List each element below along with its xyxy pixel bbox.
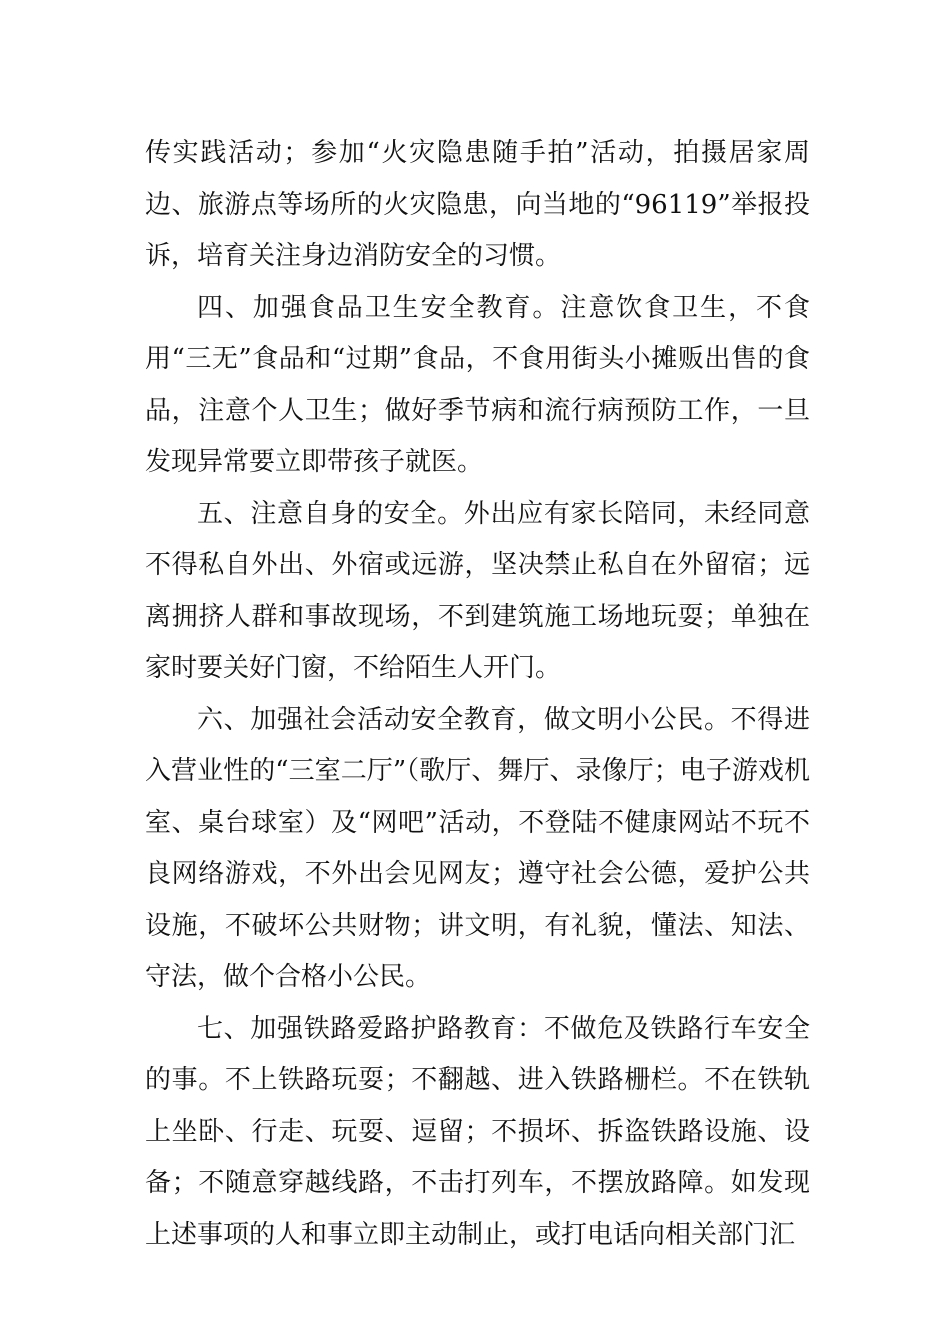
paragraph-food-safety: 四、加强食品卫生安全教育。注意饮食卫生，不食用“三无”食品和“过期”食品，不食用街头小摊贩出售的食品，注意个人卫生；做好季节病和流行病预防工作，一旦发现异常要立即带孩子就医。 [145, 292, 810, 477]
paragraph-personal-safety: 五、注意自身的安全。外出应有家长陪同，未经同意不得私自外出、外宿或远游，坚决禁止私自在外留宿；远离拥挤人群和事故现场，不到建筑施工场地玩耍；单独在家时要关好门窗，不给陌生人开门。 [145, 498, 810, 683]
paragraph-railway-safety: 七、加强铁路爱路护路教育：不做危及铁路行车安全的事。不上铁路玩耍；不翻越、进入铁路栅栏。不在铁轨上坐卧、行走、玩耍、逗留；不损坏、拆盗铁路设施、设备；不随意穿越线路，不击打列车，不摆放路障。如发现上述事项的人和事立即主动制止，或打电话向相关部门汇 [145, 1013, 810, 1250]
paragraph-fire-safety-continued: 传实践活动；参加“火灾隐患随手拍”活动，拍摄居家周边、旅游点等场所的火灾隐患，向当地的“96119”举报投诉，培育关注身边消防安全的习惯。 [145, 138, 810, 271]
paragraph-social-activity-safety: 六、加强社会活动安全教育，做文明小公民。不得进入营业性的“三室二厅”（歌厅、舞厅、录像厅；电子游戏机室、桌台球室）及“网吧”活动，不登陆不健康网站不玩不良网络游戏，不外出会见网友；遵守社会公德，爱护公共设施，不破坏公共财物；讲文明，有礼貌，懂法、知法、守法，做个合格小公民。 [145, 704, 810, 992]
document-body [145, 128, 810, 1261]
